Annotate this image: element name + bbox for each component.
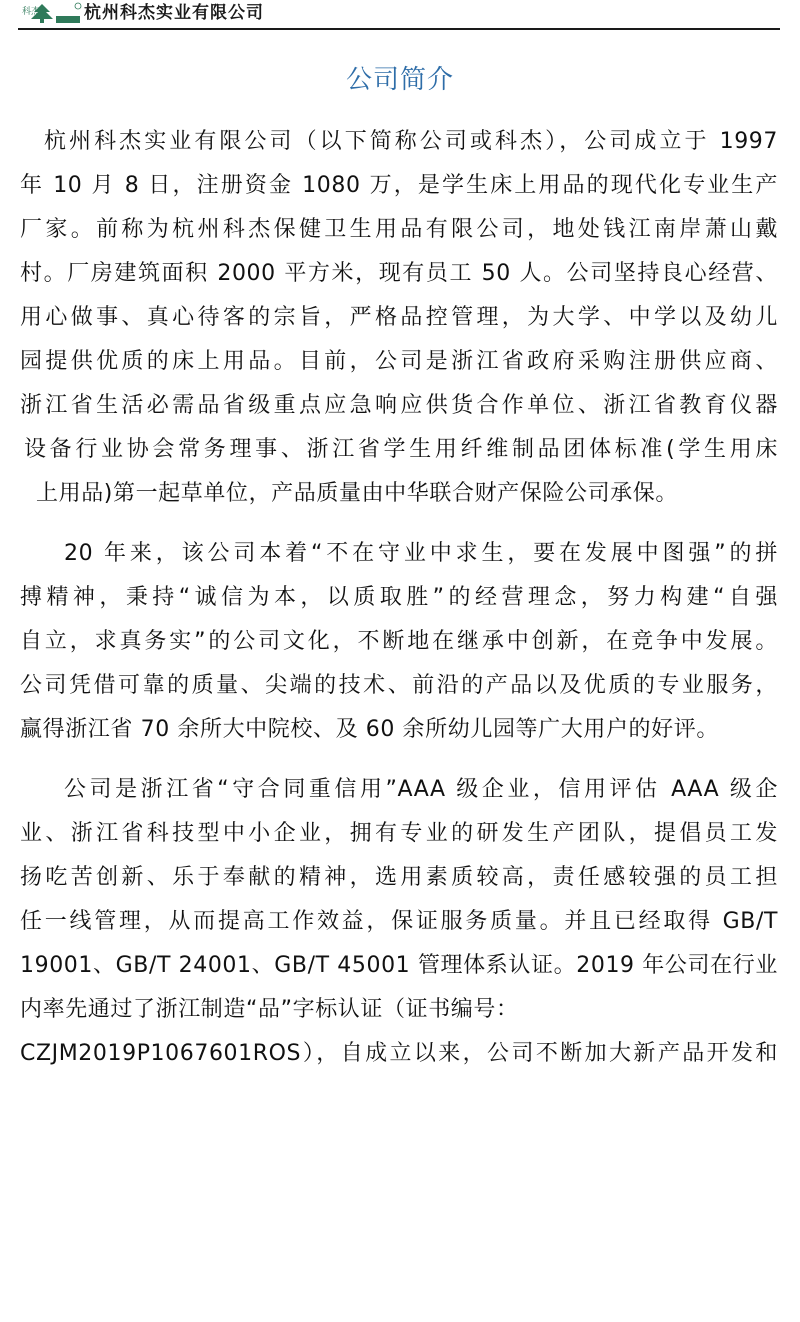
text-line: 任一线管理，从而提高工作效益，保证服务质量。并且已经取得 GB/T (20, 909, 778, 934)
text-line: 搏精神，秉持“诚信为本，以质取胜”的经营理念，努力构建“自强 (20, 585, 778, 610)
paragraph-history (20, 532, 778, 752)
text-line: 公司是浙江省“守合同重信用”AAA 级企业，信用评估 AAA 级企 (64, 777, 778, 802)
text-line: CZJM2019P1067601ROS），自成立以来，公司不断加大新产品开发和 (20, 1041, 778, 1066)
paragraph-intro (20, 120, 778, 516)
text-line: 浙江省生活必需品省级重点应急响应供货合作单位、浙江省教育仪器 (20, 393, 778, 418)
document-body (20, 120, 778, 1076)
header-company-name: 杭州科杰实业有限公司 (84, 3, 264, 23)
text-line: 19001、GB/T 24001、GB/T 45001 管理体系认证。2019 年公司在行业 (20, 953, 778, 978)
logo-text: 科杰 (22, 7, 41, 17)
paragraph-credentials (20, 768, 778, 1076)
text-line: 业、浙江省科技型中小企业，拥有专业的研发生产团队，提倡员工发 (20, 821, 778, 846)
text-line: 赢得浙江省 70 余所大中院校、及 60 余所幼儿园等广大用户的好评。 (20, 717, 719, 742)
page-header (18, 0, 780, 30)
text-line: 用心做事、真心待客的宗旨，严格品控管理，为大学、中学以及幼儿 (20, 305, 778, 330)
text-line: 村。厂房建筑面积 2000 平方米，现有员工 50 人。公司坚持良心经营、 (20, 261, 778, 286)
text-line: 内率先通过了浙江制造“品”字标认证（证书编号： (20, 997, 519, 1022)
text-line: 20 年来，该公司本着“不在守业中求生，要在发展中图强”的拼 (64, 541, 778, 566)
page-title: 公司简介 (345, 65, 454, 95)
text-line: 设备行业协会常务理事、浙江省学生用纤维制品团体标准(学生用床 (24, 437, 778, 462)
company-logo (20, 2, 82, 24)
text-line: 年 10 月 8 日，注册资金 1080 万，是学生床上用品的现代化专业生产 (20, 173, 778, 198)
text-line: 上用品)第一起草单位，产品质量由中华联合财产保险公司承保。 (36, 481, 678, 506)
text-line: 公司凭借可靠的质量、尖端的技术、前沿的产品以及优质的专业服务， (20, 673, 778, 698)
text-line: 厂家。前称为杭州科杰保健卫生用品有限公司，地处钱江南岸萧山戴 (20, 217, 778, 242)
text-line: 园提供优质的床上用品。目前，公司是浙江省政府采购注册供应商、 (20, 349, 778, 374)
text-line: 自立，求真务实”的公司文化，不断地在继承中创新，在竞争中发展。 (20, 629, 778, 654)
text-line: 杭州科杰实业有限公司（以下简称公司或科杰），公司成立于 1997 (44, 129, 778, 154)
text-line: 扬吃苦创新、乐于奉献的精神，选用素质较高，责任感较强的员工担 (20, 865, 778, 890)
